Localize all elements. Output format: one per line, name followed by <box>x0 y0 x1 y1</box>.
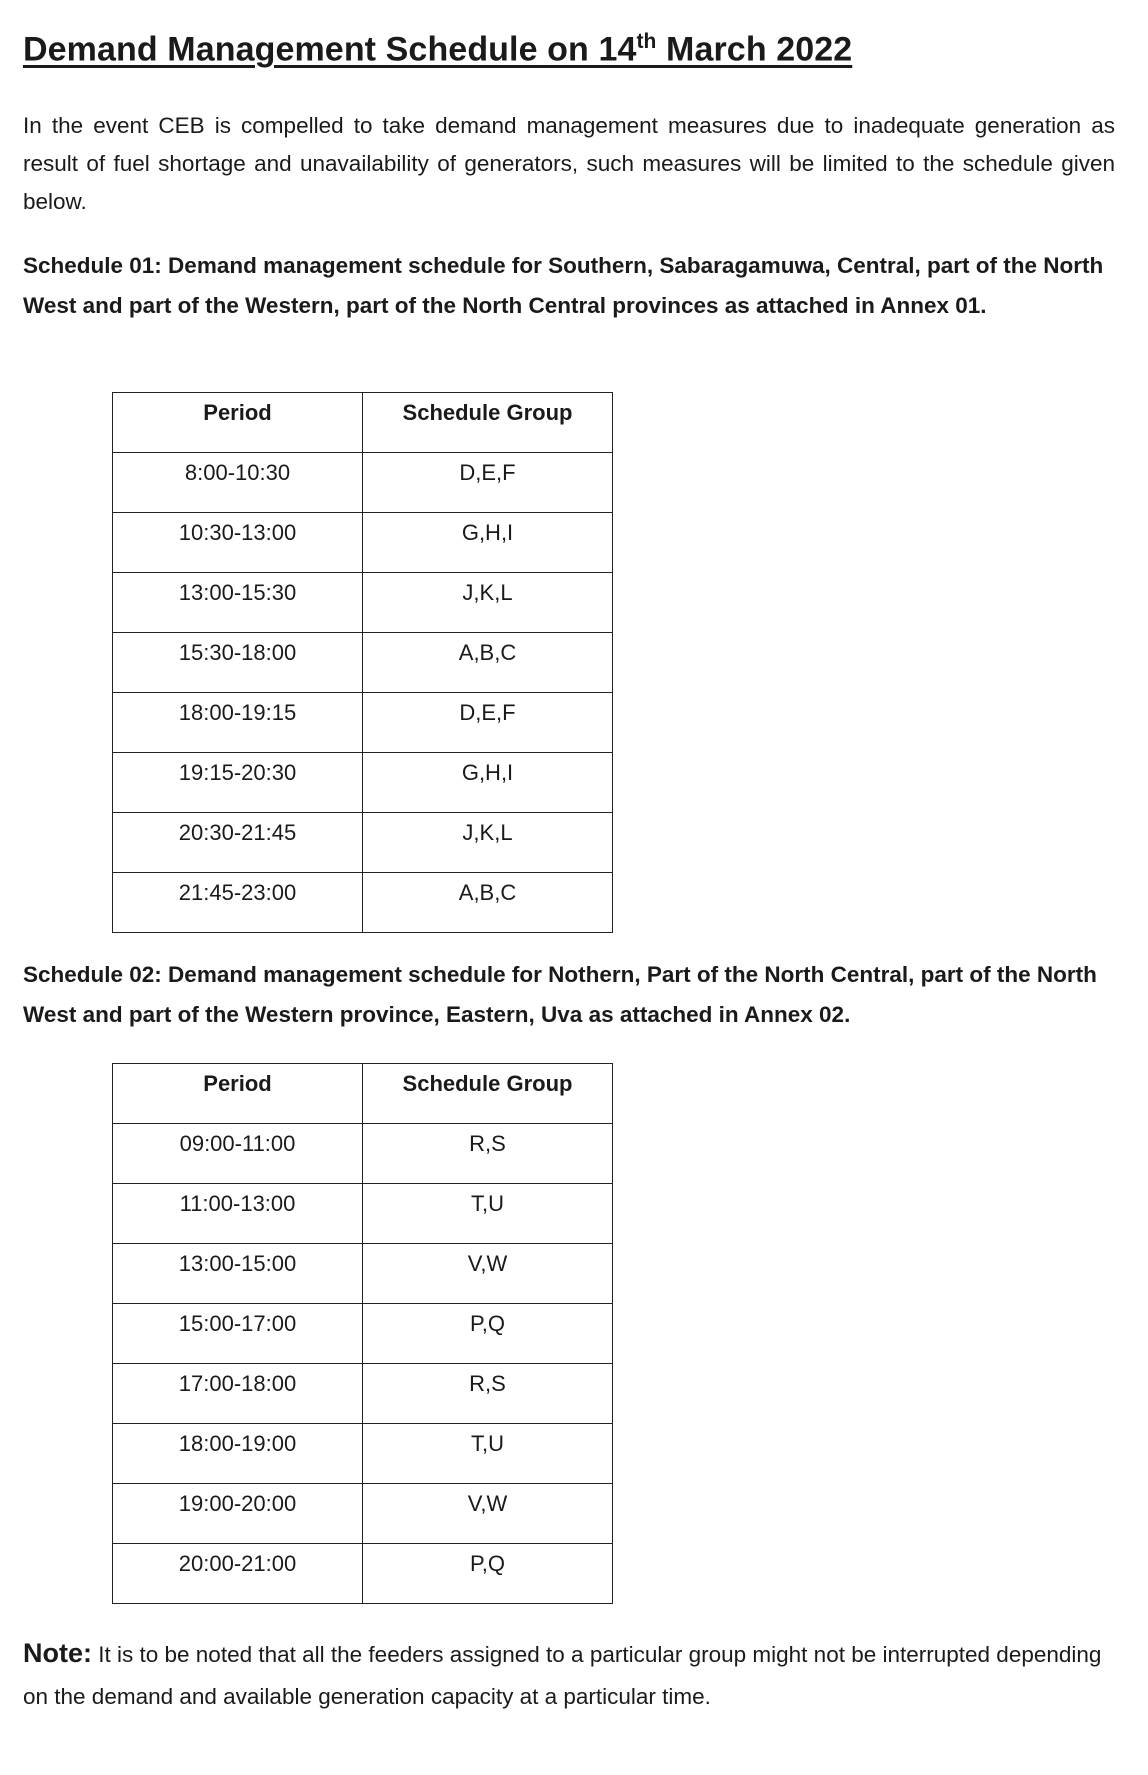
period-cell: 17:00-18:00 <box>113 1364 363 1424</box>
period-cell: 18:00-19:00 <box>113 1424 363 1484</box>
table-header-row <box>113 393 613 453</box>
schedule-group-cell: D,E,F <box>363 693 613 753</box>
schedule-group-cell: R,S <box>363 1364 613 1424</box>
table-row <box>113 1424 613 1484</box>
schedule-01-table <box>112 392 613 933</box>
table-row <box>113 633 613 693</box>
schedule-group-cell: J,K,L <box>363 573 613 633</box>
period-cell: 20:30-21:45 <box>113 813 363 873</box>
schedule-group-cell: T,U <box>363 1424 613 1484</box>
table-row <box>113 1544 613 1604</box>
note-text: It is to be noted that all the feeders assigned to a particular group might not be interrupted depending on the demand and available generation capacity at a particular time. <box>23 1642 1102 1709</box>
period-cell: 13:00-15:30 <box>113 573 363 633</box>
schedule-group-cell: V,W <box>363 1484 613 1544</box>
table-row <box>113 1244 613 1304</box>
schedule-02-heading: Schedule 02: Demand management schedule for Nothern, Part of the North Central, part of the North West and part of the Western province, Eastern, Uva as attached in Annex 02. <box>23 962 1097 1027</box>
period-cell: 19:00-20:00 <box>113 1484 363 1544</box>
schedule-group-cell: D,E,F <box>363 453 613 513</box>
period-cell: 19:15-20:30 <box>113 753 363 813</box>
schedule-group-cell: P,Q <box>363 1544 613 1604</box>
table-row <box>113 813 613 873</box>
column-header-period: Period <box>113 393 363 453</box>
schedule-group-cell: A,B,C <box>363 633 613 693</box>
page-title <box>23 30 852 69</box>
column-header-schedule-group: Schedule Group <box>363 393 613 453</box>
schedule-group-cell: V,W <box>363 1244 613 1304</box>
schedule-02-table <box>112 1063 613 1604</box>
period-cell: 11:00-13:00 <box>113 1184 363 1244</box>
table-row <box>113 1124 613 1184</box>
period-cell: 8:00-10:30 <box>113 453 363 513</box>
table-row <box>113 753 613 813</box>
column-header-period: Period <box>113 1064 363 1124</box>
schedule-group-cell: P,Q <box>363 1304 613 1364</box>
period-cell: 13:00-15:00 <box>113 1244 363 1304</box>
schedule-group-cell: G,H,I <box>363 753 613 813</box>
period-cell: 21:45-23:00 <box>113 873 363 933</box>
schedule-02-body <box>113 1124 613 1604</box>
period-cell: 15:00-17:00 <box>113 1304 363 1364</box>
table-row <box>113 453 613 513</box>
schedule-group-cell: J,K,L <box>363 813 613 873</box>
schedule-group-cell: R,S <box>363 1124 613 1184</box>
table-header-row <box>113 1064 613 1124</box>
schedule-group-cell: G,H,I <box>363 513 613 573</box>
table-row <box>113 1484 613 1544</box>
schedule-01-heading: Schedule 01: Demand management schedule for Southern, Sabaragamuwa, Central, part of the North West and part of the Western, part of the North Central provinces as attached in Annex 01. <box>23 253 1104 318</box>
title-main: Demand Management Schedule on 14 <box>23 30 637 69</box>
table-row <box>113 873 613 933</box>
period-cell: 09:00-11:00 <box>113 1124 363 1184</box>
period-cell: 18:00-19:15 <box>113 693 363 753</box>
intro-paragraph: In the event CEB is compelled to take demand management measures due to inadequate generation as result of fuel shortage and unavailability of generators, such measures will be limited to the schedule given below. <box>23 113 1115 214</box>
period-cell: 20:00-21:00 <box>113 1544 363 1604</box>
period-cell: 15:30-18:00 <box>113 633 363 693</box>
table-row <box>113 1184 613 1244</box>
schedule-group-cell: A,B,C <box>363 873 613 933</box>
table-row <box>113 1364 613 1424</box>
title-superscript: th <box>636 30 657 53</box>
table-row <box>113 1304 613 1364</box>
column-header-schedule-group: Schedule Group <box>363 1064 613 1124</box>
table-row <box>113 573 613 633</box>
table-row <box>113 693 613 753</box>
note-paragraph <box>23 1632 1118 1718</box>
schedule-01-body <box>113 453 613 933</box>
table-row <box>113 513 613 573</box>
schedule-group-cell: T,U <box>363 1184 613 1244</box>
title-tail: March 2022 <box>656 30 853 69</box>
period-cell: 10:30-13:00 <box>113 513 363 573</box>
note-label: Note: <box>23 1638 92 1668</box>
